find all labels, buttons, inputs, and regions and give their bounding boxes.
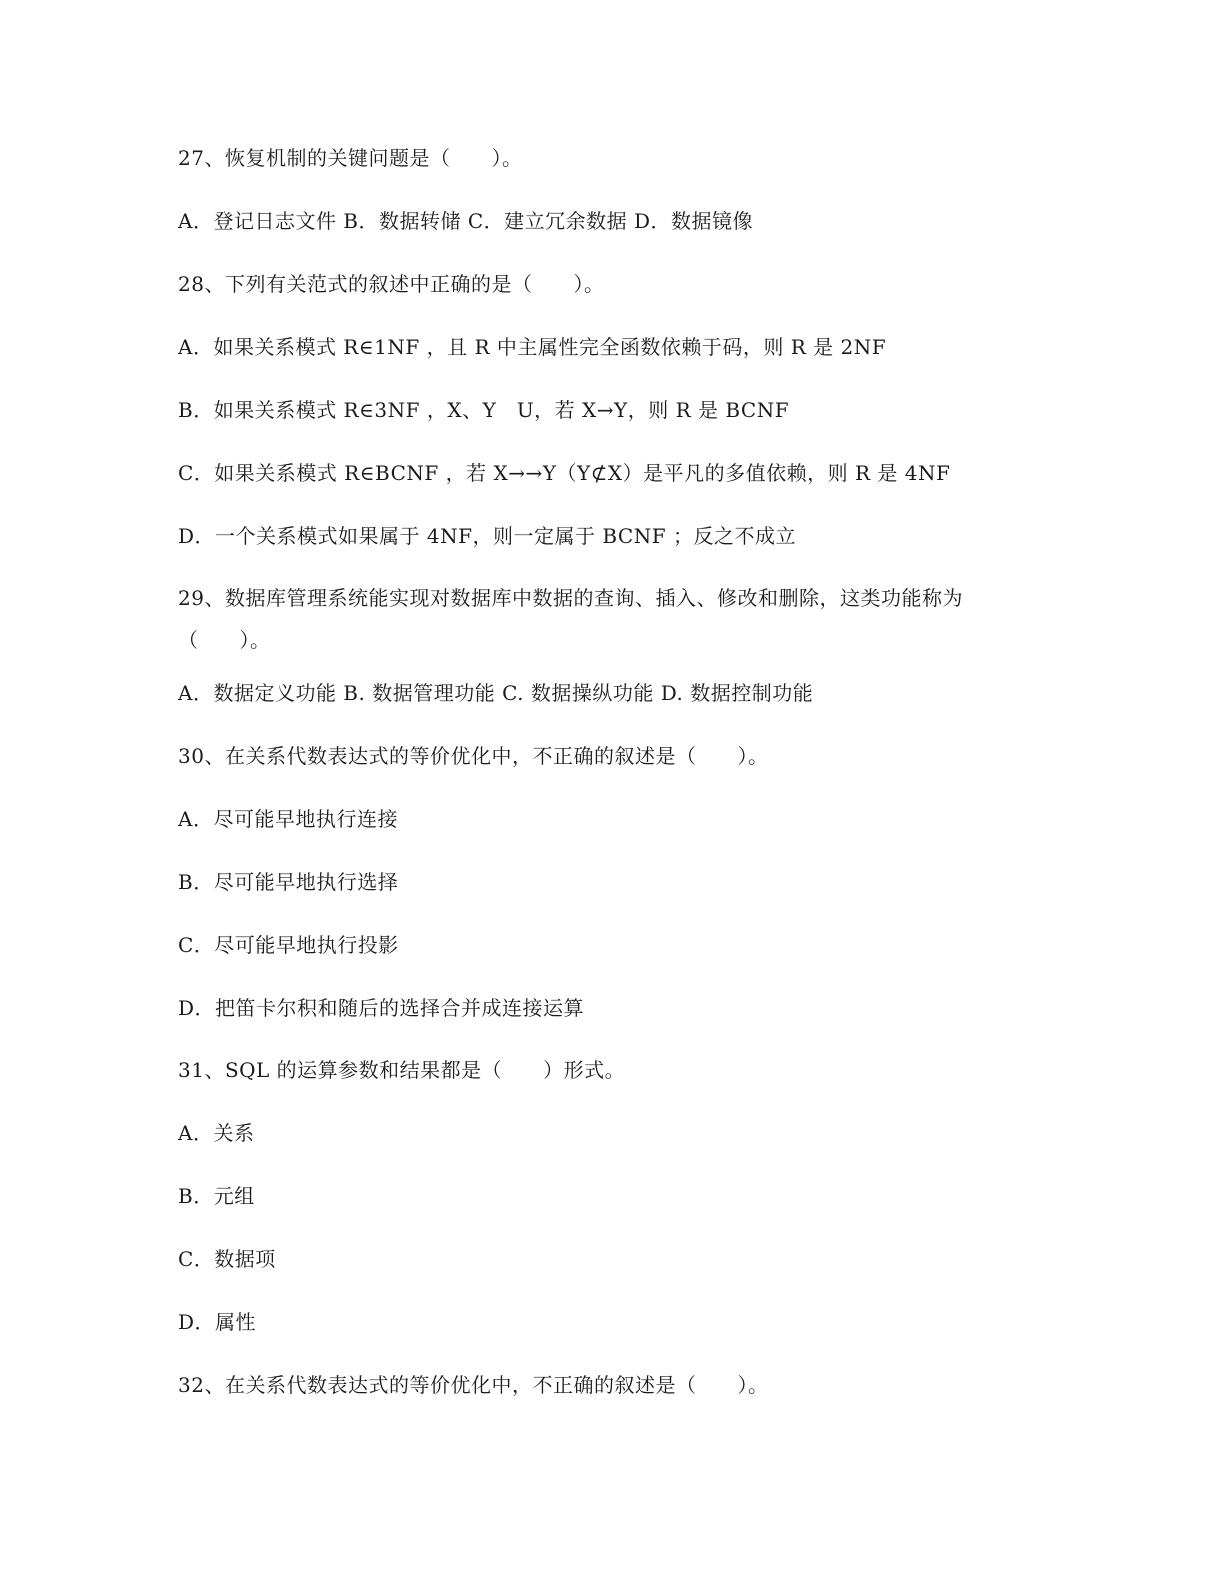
question-32-text: 32、在关系代数表达式的等价优化中，不正确的叙述是（ ）。 xyxy=(178,1373,769,1397)
question-28-text: 28、下列有关范式的叙述中正确的是（ ）。 xyxy=(178,272,605,296)
question-30-text: 30、在关系代数表达式的等价优化中，不正确的叙述是（ ）。 xyxy=(178,744,769,768)
question-31-option-a: A．关系 xyxy=(178,1121,255,1145)
question-28-option-d: D．一个关系模式如果属于 4NF，则一定属于 BCNF ；反之不成立 xyxy=(178,524,796,548)
question-30-option-d: D．把笛卡尔积和随后的选择合并成连接运算 xyxy=(178,996,585,1020)
question-31-option-b: B．元组 xyxy=(178,1184,255,1208)
question-28-option-c: C．如果关系模式 R∈BCNF ，若 X→→Y（Y⊄X）是平凡的多值依赖，则 R 是 4NF xyxy=(178,461,951,485)
question-30-option-c: C．尽可能早地执行投影 xyxy=(178,933,399,957)
question-30-option-b: B．尽可能早地执行选择 xyxy=(178,870,399,894)
question-28-option-a: A．如果关系模式 R∈1NF ，且 R 中主属性完全函数依赖于码，则 R 是 2NF xyxy=(178,335,887,359)
question-28-option-b: B．如果关系模式 R∈3NF ，X、Y U，若 X→Y，则 R 是 BCNF xyxy=(178,398,790,422)
question-29-options: A．数据定义功能 B. 数据管理功能 C. 数据操纵功能 D. 数据控制功能 xyxy=(178,681,814,705)
question-31-text: 31、SQL 的运算参数和结果都是（ ）形式。 xyxy=(178,1058,626,1082)
question-29-text-continued: （ ）。 xyxy=(178,628,271,652)
question-31-option-c: C．数据项 xyxy=(178,1247,276,1271)
question-30-option-a: A．尽可能早地执行连接 xyxy=(178,807,398,831)
question-31-option-d: D．属性 xyxy=(178,1310,257,1334)
question-29-text: 29、数据库管理系统能实现对数据库中数据的查询、插入、修改和删除，这类功能称为 xyxy=(178,586,963,610)
question-27-text: 27、恢复机制的关键问题是（ ）。 xyxy=(178,146,523,170)
question-27-options: A．登记日志文件 B．数据转储 C．建立冗余数据 D．数据镜像 xyxy=(178,209,754,233)
